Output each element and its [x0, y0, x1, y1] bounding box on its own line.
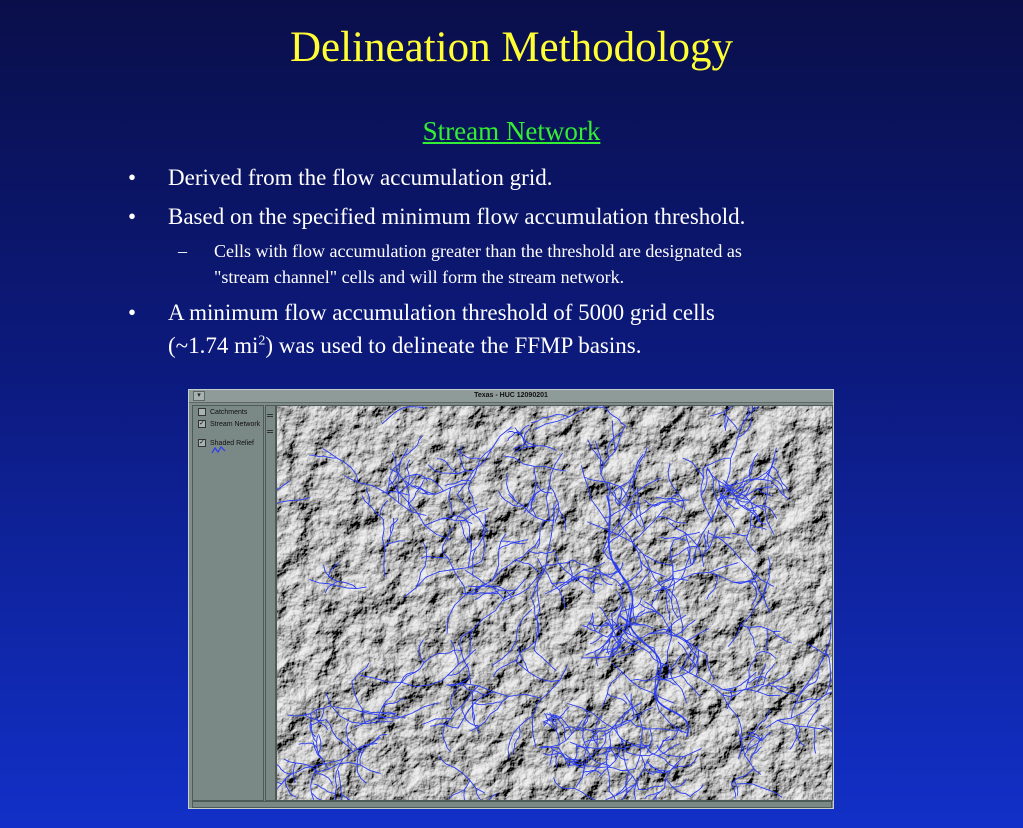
map-canvas[interactable]	[276, 405, 833, 801]
legend-label: Shaded Relief	[210, 440, 254, 447]
bullet-marker: •	[128, 165, 137, 190]
bullet-marker: •	[128, 300, 137, 325]
scroll-up-icon-line	[267, 416, 273, 417]
map-viewer-window	[188, 389, 834, 809]
scroll-thumb-icon-line	[267, 432, 273, 433]
legend-item-stream-network[interactable]	[198, 420, 260, 430]
sub-bullet-text-line2: "stream channel" cells and will form the stream network.	[214, 267, 625, 287]
legend-item-catchments[interactable]	[198, 408, 247, 418]
shaded-relief-stream-map	[277, 406, 832, 800]
legend-panel	[192, 405, 264, 801]
checkbox-stream-network[interactable]: ✓	[199, 420, 205, 428]
bullet-text: Based on the specified minimum flow accumulation threshold.	[168, 204, 746, 229]
bullet-marker: •	[128, 204, 137, 229]
legend-item-shaded-relief[interactable]	[198, 439, 254, 449]
checkbox-catchments[interactable]	[198, 408, 206, 416]
bullet-text: Derived from the flow accumulation grid.	[168, 165, 553, 190]
slide-subtitle: Stream Network	[422, 116, 601, 146]
legend-label: Catchments	[210, 409, 248, 416]
sub-bullet-text-line1: Cells with flow accumulation greater than the threshold are designated as	[214, 241, 742, 261]
window-title: Texas - HUC 12090201	[474, 392, 548, 399]
menu-arrow-icon[interactable]: ▾	[193, 391, 205, 401]
legend-label: Stream Network	[210, 421, 261, 428]
superscript: 2	[258, 333, 266, 349]
bullet-text-line2: (~1.74 $mi^2$) was used to delineate the FFMP basins.	[168, 333, 642, 358]
legend-scrollbar[interactable]	[265, 405, 276, 801]
sub-bullet-marker: –	[178, 241, 187, 261]
scroll-thumb-icon[interactable]	[267, 430, 273, 431]
map-horizontal-scrollbar[interactable]	[192, 801, 832, 808]
checkbox-shaded-relief[interactable]: ✓	[199, 439, 205, 447]
window-titlebar[interactable]	[189, 390, 833, 403]
scroll-up-icon[interactable]	[267, 414, 273, 415]
slide-title: Delineation Methodology	[289, 24, 734, 71]
bullet-text-line1: A minimum flow accumulation threshold of 5000 grid cells	[168, 300, 715, 325]
